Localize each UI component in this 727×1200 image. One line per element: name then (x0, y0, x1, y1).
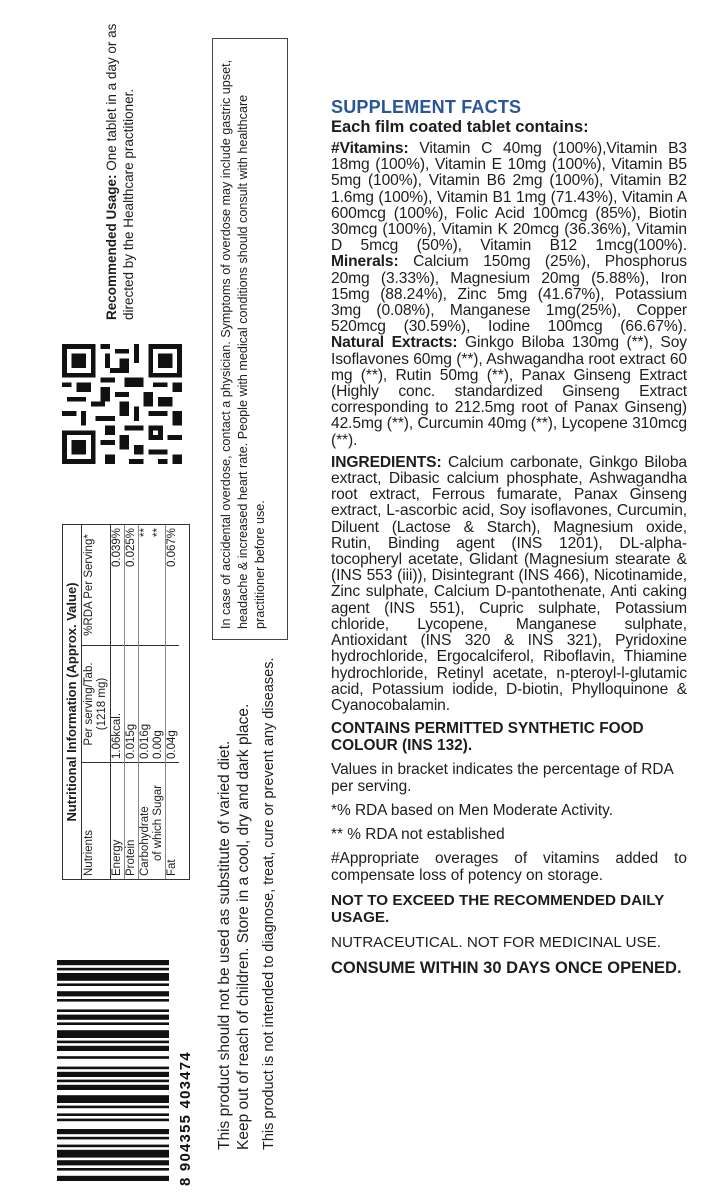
barcode-bar (57, 1119, 169, 1122)
overdose-warning-text: In case of accidental overdose, contact a physician. Symptoms of overdose may include gastric upset, headache & increased heart rate. People with medical conditions should consult with healthcare practitioner before use. (219, 59, 267, 629)
nutrient-name: Carbohydrate (139, 763, 153, 880)
nutrient-name: of which Sugar (152, 763, 166, 880)
minerals-label: Minerals: (331, 253, 399, 271)
barcode-bar (57, 1106, 169, 1109)
nutrient-name: Energy (111, 763, 125, 880)
nutrient-amount: 0.00g (152, 646, 166, 763)
overage-note: #Appropriate overages of vitamins added to compensate loss of potency on storage. (331, 850, 687, 885)
vitamins-label: #Vitamins: (331, 140, 409, 157)
barcode-bar (57, 1080, 169, 1083)
recommended-usage (103, 20, 137, 320)
nutrient-rda: 0.067% (166, 528, 178, 568)
tablet-contents-subtitle: Each film coated tablet contains: (331, 118, 589, 136)
storage-line-2: Keep out of reach of children. Store in a cool, dry and dark place. (235, 703, 252, 1150)
rda-note: *% RDA based on Men Moderate Activity. (331, 802, 614, 820)
vitamins-text: Vitamin C 40mg (100%),Vitamin B3 18mg (100%), Vitamin E 10mg (100%), Vitamin B5 5mg (100%), Vitamin B6 2mg (100%), Vitamin B2 1.6mg (100%), Vitamin B1 1mg (71.43%), Vitamin A 600mcg (100%), Folic Acid 100mcg (85%), Biotin 30mcg (100%), Vitamin K 20mcg (36.36%), Vitamin D 5mcg (50%), Vitamin B12 1mcg(100%). (331, 140, 687, 255)
barcode-bar (57, 1129, 169, 1134)
nutrient-rda: ** (152, 525, 166, 646)
barcode (57, 958, 197, 1188)
nutraceutical-note: NUTRACEUTICAL. NOT FOR MEDICINAL USE. (331, 934, 661, 952)
supplement-facts-panel (331, 97, 687, 978)
consume-note: CONSUME WITHIN 30 DAYS ONCE OPENED. (331, 959, 682, 978)
barcode-bar (57, 1009, 169, 1012)
barcode-bar (57, 983, 169, 986)
barcode-bar (57, 1022, 169, 1025)
qr-code-icon (62, 344, 182, 464)
daily-usage-warning: NOT TO EXCEED THE RECOMMENDED DAILY USAGE. (331, 892, 665, 927)
header-rda: %RDA Per Serving* (82, 525, 111, 646)
barcode-bar (57, 1168, 169, 1171)
barcode-bar (57, 973, 169, 981)
barcode-bar (57, 1137, 169, 1140)
nutrient-rda: 0.025% (125, 525, 139, 646)
nutrition-table (82, 525, 179, 879)
barcode-bars (57, 958, 197, 1188)
nutrition-table-box (62, 524, 190, 880)
usage-text: One tablet in a day or as directed by the Healthcare practitioner. (104, 23, 136, 320)
nutrient-composition (331, 141, 687, 449)
nutrition-table-title: Nutritional Information (Approx. Value) (63, 525, 82, 879)
header-nutrients: Nutrients (82, 763, 111, 880)
extracts-label: Natural Extracts: (331, 334, 458, 352)
barcode-bar (57, 999, 169, 1002)
supplement-facts-title: SUPPLEMENT FACTS (331, 97, 522, 117)
table-header-row (82, 525, 111, 879)
barcode-bar (57, 1085, 169, 1090)
table-row (125, 525, 139, 879)
nutrient-name: Fat (166, 763, 180, 880)
rda-not-established-note: ** % RDA not established (331, 826, 505, 844)
bracket-note: Values in bracket indicates the percentage of RDA per serving. (331, 761, 673, 796)
barcode-bar (57, 1072, 169, 1077)
barcode-bar (57, 1145, 169, 1148)
ingredients-text: Calcium carbonate, Ginkgo Biloba extract, Dibasic calcium phosphate, Ashwagandha root extract, Ferrous fumarate, Panax Ginseng extract, L-ascorbic acid, Soy isoflavones, Curcumin, Diluent (Lactose & Starch), Magnesium oxide, Rutin, Binding agent (INS 1201), DL-alpha- tocopheryl acetate, Glidant (Magnesium stearate & (INS 553 (iii)), Disintegrant (INS 466), Nicotinamide, Zinc sulphate, Calcium D-pantothenate, Anti caking agent (INS 551), Cupric sulphate, Potassium chloride, Lycopene, Manganese sulphate, Antioxidant (INS 320 & INS 321), Pyridoxine hydrochloride, Ergocalciferol, Riboflavin, Thiamine hydrochloride, Retinyl acetate, n-pteroyl-l-glutamic acid, Potassium iodide, D-biotin, Phylloquinone & Cyanocobalamin. (331, 453, 687, 714)
disclaimer-line: This product is not intended to diagnose, treat, cure or prevent any diseases. (261, 657, 277, 1150)
barcode-bar (57, 1041, 169, 1044)
ingredients-block (331, 455, 687, 714)
storage-line-1: This product should not be used as substitute of varied diet. (216, 740, 233, 1150)
qr-code-graphic (62, 344, 182, 464)
nutrient-amount: 0.016g (139, 646, 153, 763)
table-row (166, 525, 180, 879)
barcode-bar (57, 968, 169, 971)
barcode-bar (57, 1095, 169, 1103)
barcode-bar (57, 1176, 169, 1181)
barcode-bar (57, 1056, 169, 1059)
table-row (111, 525, 125, 879)
overdose-warning-box (212, 38, 288, 640)
nutrient-rda: 0.039% (111, 525, 125, 646)
nutrient-amount: 0.04g (166, 646, 180, 763)
barcode-bar (57, 1030, 169, 1038)
table-row (139, 525, 153, 879)
colour-note: CONTAINS PERMITTED SYNTHETIC FOOD COLOUR (INS 132). (331, 720, 644, 755)
nutrient-rda: ** (139, 528, 151, 537)
header-per-serving: Per serving/Tab. (1218 mg) (82, 646, 111, 763)
nutrient-amount: 1.06kcal. (111, 646, 125, 763)
nutrient-amount: 0.015g (125, 646, 139, 763)
barcode-bar (57, 1015, 169, 1020)
barcode-bar (57, 960, 169, 965)
barcode-bar (57, 1113, 169, 1116)
barcode-bar (57, 1067, 169, 1070)
minerals-text: Calcium 150mg (25%), Phosphorus 20mg (3.33%), Magnesium 20mg (5.88%), Iron 15mg (88.24%), Zinc 5mg (41.67%), Potassium 3mg (0.08%), Manganese 1mg(25%), Copper 520mcg (30.59%), Iodine 100mcg (66.67%). (331, 253, 687, 336)
barcode-bar (57, 1150, 169, 1158)
nutrient-name: Protein (125, 763, 139, 880)
extracts-text: Ginkgo Biloba 130mg (**), Soy Isoflavones 60mg (**), Ashwagandha root extract 60 mg (**), Rutin 50mg (**), Panax Ginseng Extract (Highly conc. standardized Ginseng Extract corresponding to 212.5mg root of Panax Ginseng) 42.5mg (**), Curcumin 40mg (**), Lycopene 310mcg (**). (331, 334, 687, 449)
barcode-bar (57, 1160, 169, 1165)
barcode-number: 8 904355 403474 (177, 1051, 194, 1186)
table-row (152, 525, 166, 879)
barcode-bar (57, 991, 169, 996)
ingredients-label: INGREDIENTS: (331, 453, 442, 471)
usage-label: Recommended Usage: (104, 174, 119, 320)
barcode-bar (57, 1046, 169, 1051)
